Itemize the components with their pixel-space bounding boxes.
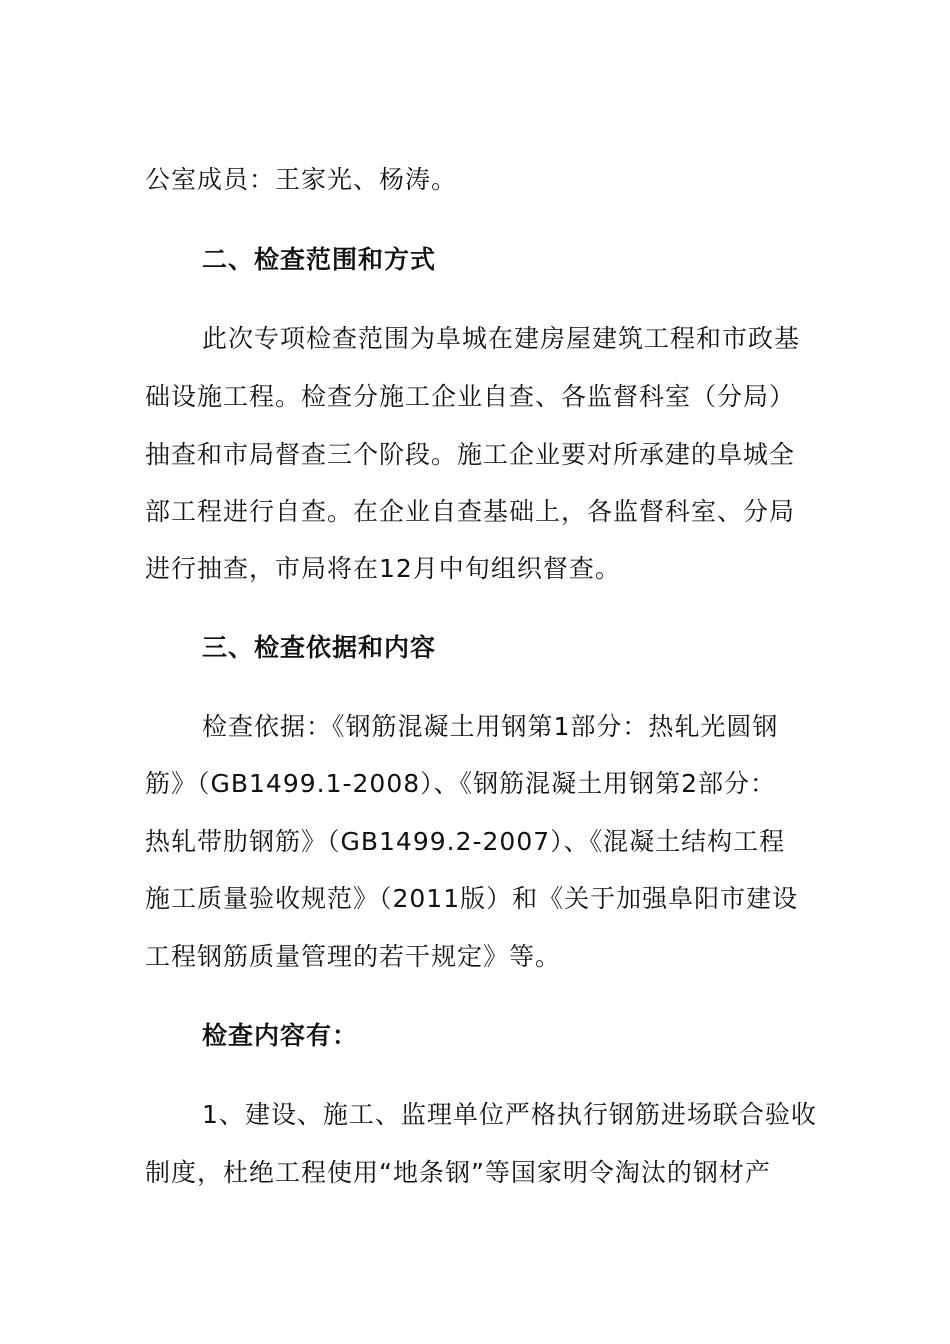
paragraph-line: 础设施工程。检查分施工企业自查、各监督科室（分局）	[145, 382, 796, 411]
section-heading-basis: 三、检查依据和内容	[202, 633, 437, 662]
paragraph-line: 进行抽查，市局将在12月中旬组织督查。	[145, 554, 621, 583]
paragraph-line: 筋》（GB1499.1-2008）、《钢筋混凝土用钢第2部分：	[145, 769, 777, 798]
paragraph-line: 检查依据：《钢筋混凝土用钢第1部分：热轧光圆钢	[202, 712, 779, 741]
paragraph-line: 部工程进行自查。在企业自查基础上，各监督科室、分局	[145, 497, 796, 526]
paragraph-line: 此次专项检查范围为阜城在建房屋建筑工程和市政基	[202, 324, 801, 353]
paragraph-line: 1、建设、施工、监理单位严格执行钢筋进场联合验收	[202, 1100, 817, 1129]
subheading-content: 检查内容有：	[202, 1021, 359, 1050]
paragraph-line: 工程钢筋质量管理的若干规定》等。	[145, 942, 562, 971]
paragraph-line: 制度，杜绝工程使用“地条钢”等国家明令淘汰的钢材产	[145, 1158, 771, 1187]
paragraph-line: 公室成员：王家光、杨涛。	[145, 165, 458, 194]
paragraph-line: 施工质量验收规范》（2011版）和《关于加强阜阳市建设	[145, 884, 799, 913]
paragraph-line: 热轧带肋钢筋》（GB1499.2-2007）、《混凝土结构工程	[145, 827, 786, 856]
paragraph-line: 抽查和市局督查三个阶段。施工企业要对所承建的阜城全	[145, 440, 796, 469]
section-heading-scope: 二、检查范围和方式	[202, 245, 437, 274]
